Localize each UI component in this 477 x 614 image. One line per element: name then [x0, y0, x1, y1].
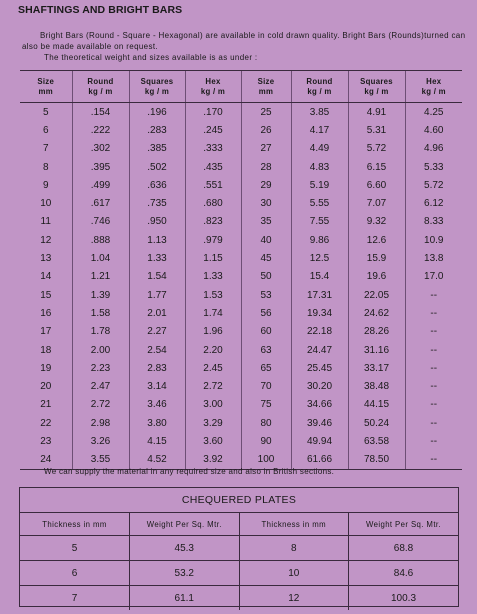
table-cell: .680	[185, 194, 241, 212]
table-row	[20, 231, 462, 249]
table-cell: 28	[241, 158, 291, 176]
table-cell: 7.07	[348, 194, 405, 212]
table-cell: 5.19	[291, 176, 348, 194]
table-cell: 50.24	[348, 414, 405, 432]
table-cell: 12.6	[348, 231, 405, 249]
table-cell: 1.77	[129, 286, 185, 304]
table-row	[20, 249, 462, 267]
column-header-unit: kg / m	[144, 86, 170, 96]
table-cell: .979	[185, 231, 241, 249]
table-cell: 16	[40, 307, 52, 319]
table-cell: 2.83	[129, 359, 185, 377]
plates-column-header: Weight Per Sq. Mtr.	[349, 513, 459, 536]
table-cell: 70	[241, 377, 291, 395]
table-cell: 4.83	[291, 158, 348, 176]
plates-header-row	[20, 513, 458, 536]
table-cell: 19	[40, 362, 52, 374]
table-cell: 80	[241, 414, 291, 432]
plates-column-header: Weight Per Sq. Mtr.	[130, 513, 240, 536]
table-cell: 63.58	[348, 432, 405, 450]
table-cell: 10.9	[405, 231, 462, 249]
table-cell: 3.60	[185, 432, 241, 450]
table-row	[20, 176, 462, 194]
column-header-unit: mm	[38, 86, 53, 96]
table-row	[20, 121, 462, 139]
table-row	[20, 140, 462, 158]
table-cell: 9.86	[291, 231, 348, 249]
table-cell: 49.94	[291, 432, 348, 450]
table-cell: .499	[72, 176, 129, 194]
table-cell: 24	[20, 451, 72, 470]
table-cell: 29	[241, 176, 291, 194]
table-cell: 15.9	[348, 249, 405, 267]
table-cell: --	[405, 323, 462, 341]
table-cell: 20	[40, 381, 52, 393]
table-row	[20, 323, 462, 341]
table-cell: 4.25	[405, 103, 462, 122]
table-cell: 25	[241, 103, 291, 122]
table-row	[20, 396, 462, 414]
table-cell: 2.72	[72, 396, 129, 414]
table-cell: 6.60	[348, 176, 405, 194]
table-row	[20, 359, 462, 377]
table-cell: --	[405, 432, 462, 450]
table-cell: 1.96	[185, 323, 241, 341]
table-cell: .636	[129, 176, 185, 194]
table-cell: 30.20	[291, 377, 348, 395]
table-header-row	[20, 71, 462, 103]
plates-cell: 84.6	[349, 561, 459, 586]
table-cell: 4.52	[129, 451, 185, 470]
table-cell: 5.33	[405, 158, 462, 176]
table-cell: .551	[185, 176, 241, 194]
table-cell: 12	[40, 234, 52, 246]
table-cell: 6.12	[405, 194, 462, 212]
table-cell: 3.46	[129, 396, 185, 414]
table-cell: 34.66	[291, 396, 348, 414]
table-cell: 21	[40, 399, 52, 411]
plates-cell: 7	[71, 592, 78, 604]
plates-column-header: Thickness in mm	[239, 513, 349, 536]
table-cell: 5.55	[291, 194, 348, 212]
table-cell: 13.8	[405, 249, 462, 267]
table-cell: 78.50	[348, 451, 405, 470]
table-row	[20, 414, 462, 432]
table-cell: 9.32	[348, 213, 405, 231]
table-cell: .245	[185, 121, 241, 139]
table-cell: .154	[72, 103, 129, 122]
supply-note: We can supply the material in any required size and also in British sections.	[44, 467, 335, 476]
table-cell: 38.48	[348, 377, 405, 395]
table-cell: .302	[72, 140, 129, 158]
column-header-unit: kg / m	[364, 86, 389, 96]
table-cell: .746	[72, 213, 129, 231]
table-cell: .735	[129, 194, 185, 212]
table-cell: 12.5	[291, 249, 348, 267]
plates-row	[20, 536, 458, 561]
table-cell: 63	[241, 341, 291, 359]
table-cell: .283	[129, 121, 185, 139]
table-cell: 31.16	[348, 341, 405, 359]
table-cell: 2.47	[72, 377, 129, 395]
table-cell: 22	[40, 417, 52, 429]
table-cell: --	[405, 341, 462, 359]
table-row	[20, 377, 462, 395]
table-cell: 56	[241, 304, 291, 322]
table-cell: 6	[42, 124, 49, 136]
plates-cell: 100.3	[349, 586, 459, 611]
table-cell: 24.62	[348, 304, 405, 322]
plates-cell: 45.3	[130, 536, 240, 561]
table-row	[20, 158, 462, 176]
column-header	[129, 71, 185, 103]
column-header-label: Squares	[140, 76, 174, 86]
chequered-plates-table	[20, 513, 458, 610]
table-cell: 50	[241, 268, 291, 286]
table-cell: .196	[129, 103, 185, 122]
column-header	[20, 71, 72, 103]
table-cell: 60	[241, 323, 291, 341]
table-cell: 30	[241, 194, 291, 212]
table-cell: 1.13	[129, 231, 185, 249]
table-cell: 75	[241, 396, 291, 414]
table-cell: 3.85	[291, 103, 348, 122]
intro-subline: The theoretical weight and sizes available is as under :	[44, 53, 258, 62]
chequered-plates-box	[19, 487, 459, 607]
column-header-unit: kg / m	[307, 86, 332, 96]
plates-cell: 68.8	[349, 536, 459, 561]
table-cell: 17	[40, 326, 52, 338]
plates-cell: 6	[20, 561, 130, 586]
table-cell: 4.96	[405, 140, 462, 158]
column-header-label: Squares	[360, 76, 393, 86]
table-cell: 8.33	[405, 213, 462, 231]
table-cell: .823	[185, 213, 241, 231]
table-cell: 1.21	[72, 268, 129, 286]
table-cell: 24.47	[291, 341, 348, 359]
table-cell: 4.60	[405, 121, 462, 139]
table-cell: 3.26	[72, 432, 129, 450]
table-cell: 100	[241, 451, 291, 470]
table-cell: 44.15	[348, 396, 405, 414]
table-cell: 39.46	[291, 414, 348, 432]
table-cell: .617	[72, 194, 129, 212]
column-header-unit: kg / m	[200, 86, 226, 96]
table-cell: 1.33	[185, 268, 241, 286]
table-cell: 23	[40, 435, 52, 447]
table-cell: 1.74	[185, 304, 241, 322]
table-cell: .435	[185, 158, 241, 176]
table-cell: 4.91	[348, 103, 405, 122]
table-cell: .502	[129, 158, 185, 176]
table-cell: 61.66	[291, 451, 348, 470]
plates-title: CHEQUERED PLATES	[20, 488, 458, 513]
column-header-label: Hex	[205, 76, 221, 86]
table-cell: 1.33	[129, 249, 185, 267]
column-header-label: Size	[37, 76, 55, 86]
table-cell: 25.45	[291, 359, 348, 377]
table-cell: 90	[241, 432, 291, 450]
table-row	[20, 304, 462, 322]
table-cell: 2.27	[129, 323, 185, 341]
table-cell: 17.31	[291, 286, 348, 304]
column-header	[72, 71, 129, 103]
table-cell: 2.23	[72, 359, 129, 377]
table-cell: 14	[40, 271, 52, 283]
table-cell: 15.4	[291, 268, 348, 286]
plates-cell: 61.1	[130, 586, 240, 611]
table-cell: 6.15	[348, 158, 405, 176]
plates-body	[20, 536, 458, 611]
table-cell: --	[405, 414, 462, 432]
intro-paragraph: Bright Bars (Round - Square - Hexagonal) are available in cold drawn quality. Bright Bars (Rounds)turned can also be made available on request.	[22, 31, 466, 51]
table-cell: 7.55	[291, 213, 348, 231]
table-cell: 2.72	[185, 377, 241, 395]
table-row	[20, 213, 462, 231]
table-cell: 11	[40, 216, 51, 228]
table-cell: 2.45	[185, 359, 241, 377]
table-body	[20, 103, 462, 470]
table-row	[20, 194, 462, 212]
column-header	[405, 71, 462, 103]
table-cell: 1.04	[72, 249, 129, 267]
table-cell: 9	[42, 179, 49, 191]
table-row	[20, 432, 462, 450]
table-cell: .395	[72, 158, 129, 176]
table-cell: 26	[241, 121, 291, 139]
page-title: SHAFTINGS AND BRIGHT BARS	[18, 4, 183, 16]
table-cell: 3.80	[129, 414, 185, 432]
plates-cell: 12	[239, 586, 349, 611]
table-cell: 3.29	[185, 414, 241, 432]
column-header	[241, 71, 291, 103]
table-cell: 28.26	[348, 323, 405, 341]
table-cell: .333	[185, 140, 241, 158]
column-header	[291, 71, 348, 103]
intro-text	[22, 30, 470, 63]
table-cell: --	[405, 359, 462, 377]
table-row	[20, 268, 462, 286]
table-cell: --	[405, 451, 462, 470]
table-row	[20, 103, 462, 122]
plates-cell: 8	[239, 536, 349, 561]
table-cell: 3.00	[185, 396, 241, 414]
table-cell: 17.0	[405, 268, 462, 286]
table-cell: 7	[42, 143, 49, 155]
table-cell: 3.55	[72, 451, 129, 470]
table-cell: 2.01	[129, 304, 185, 322]
table-cell: 8	[42, 161, 49, 173]
column-header	[348, 71, 405, 103]
table-cell: 40	[241, 231, 291, 249]
table-cell: 1.53	[185, 286, 241, 304]
table-cell: 27	[241, 140, 291, 158]
table-row	[20, 286, 462, 304]
table-cell: 1.58	[72, 304, 129, 322]
table-cell: 19.34	[291, 304, 348, 322]
table-cell: 2.20	[185, 341, 241, 359]
table-cell: 5.31	[348, 121, 405, 139]
table-cell: 45	[241, 249, 291, 267]
table-cell: .385	[129, 140, 185, 158]
column-header-unit: kg / m	[88, 86, 113, 96]
column-header-label: Round	[306, 76, 333, 86]
table-cell: 53	[241, 286, 291, 304]
column-header-unit: mm	[258, 86, 274, 96]
table-cell: 1.54	[129, 268, 185, 286]
table-cell: 5	[42, 106, 49, 118]
table-cell: 4.49	[291, 140, 348, 158]
column-header-unit: kg / m	[421, 86, 446, 96]
column-header-label: Hex	[426, 76, 442, 86]
column-header-label: Round	[87, 76, 114, 86]
table-cell: --	[405, 304, 462, 322]
table-cell: 18	[40, 344, 52, 356]
table-cell: 22.05	[348, 286, 405, 304]
table-cell: 5.72	[405, 176, 462, 194]
table-cell: .888	[72, 231, 129, 249]
table-cell: .170	[185, 103, 241, 122]
table-cell: 22.18	[291, 323, 348, 341]
table-cell: --	[405, 286, 462, 304]
table-cell: --	[405, 377, 462, 395]
table-cell: 65	[241, 359, 291, 377]
table-cell: 13	[40, 253, 52, 265]
plates-row	[20, 586, 458, 611]
table-cell: 4.17	[291, 121, 348, 139]
plates-cell: 53.2	[130, 561, 240, 586]
plates-column-header: Thickness in mm	[20, 513, 130, 536]
table-cell: 19.6	[348, 268, 405, 286]
table-cell: 10	[40, 198, 52, 210]
table-cell: 3.92	[185, 451, 241, 470]
table-cell: 1.39	[72, 286, 129, 304]
table-cell: 33.17	[348, 359, 405, 377]
table-cell: --	[405, 396, 462, 414]
bright-bars-table	[20, 70, 462, 470]
table-cell: 2.54	[129, 341, 185, 359]
table-cell: .950	[129, 213, 185, 231]
column-header	[185, 71, 241, 103]
table-cell: .222	[72, 121, 129, 139]
table-cell: 4.15	[129, 432, 185, 450]
table-cell: 15	[40, 289, 52, 301]
table-cell: 35	[241, 213, 291, 231]
table-cell: 2.98	[72, 414, 129, 432]
table-cell: 1.78	[72, 323, 129, 341]
table-cell: 3.14	[129, 377, 185, 395]
table-cell: 1.15	[185, 249, 241, 267]
table-cell: 2.00	[72, 341, 129, 359]
column-header-label: Size	[257, 76, 275, 86]
table-cell: 5.72	[348, 140, 405, 158]
plates-cell: 10	[239, 561, 349, 586]
table-row	[20, 341, 462, 359]
plates-row	[20, 561, 458, 586]
plates-cell: 5	[20, 536, 130, 561]
